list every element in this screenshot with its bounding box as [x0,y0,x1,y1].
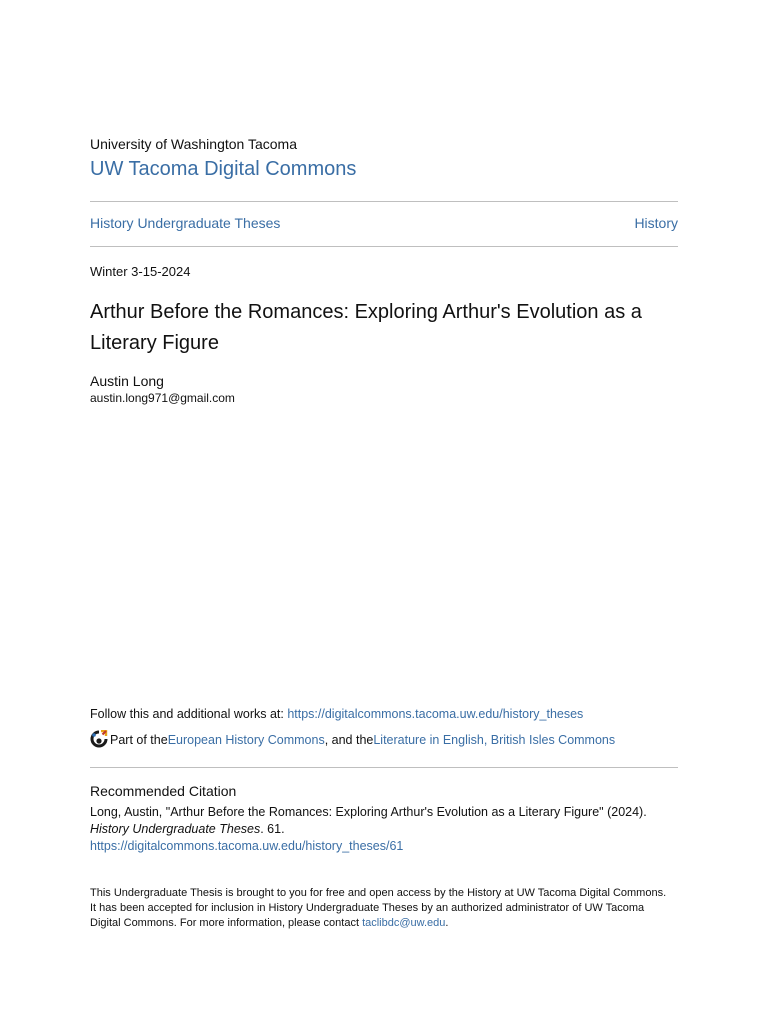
publication-date: Winter 3-15-2024 [90,264,191,279]
institution-name: University of Washington Tacoma [90,136,297,152]
cover-page [90,0,678,1024]
follow-url-link[interactable]: https://digitalcommons.tacoma.uw.edu/history_theses [287,707,584,721]
series-link[interactable]: History Undergraduate Theses [90,215,281,231]
divider-top [90,201,678,202]
follow-prefix: Follow this and additional works at: [90,707,288,721]
citation-line-1: Long, Austin, "Arthur Before the Romances: Exploring Arthur's Evolution as a Literary Figure" (2024). [90,805,647,819]
citation-block [90,804,678,855]
repository-link[interactable]: UW Tacoma Digital Commons [90,158,357,180]
part-of-joiner: , and the [324,733,374,747]
citation-heading: Recommended Citation [90,783,237,799]
contact-email-link[interactable]: taclibdc@uw.edu [362,917,446,929]
author-name: Austin Long [90,373,164,389]
paper-title: Arthur Before the Romances: Exploring Arthur's Evolution as a Literary Figure [90,301,642,354]
citation-url-link[interactable]: https://digitalcommons.tacoma.uw.edu/history_theses/61 [90,839,404,853]
part-of-prefix: Part of the [110,733,168,747]
department-link[interactable]: History [634,215,678,231]
access-statement-end: . [445,917,449,929]
citation-line-2 [90,821,678,838]
citation-number: . 61. [260,822,285,836]
follow-line [90,707,583,721]
access-statement-text: This Undergraduate Thesis is brought to you for free and open access by the History at UW Tacoma Digital Commons. It has been accepted for inclusion in History Undergraduate Theses by an authorized administrator of UW Tacoma Digital Commons. For more information, please contact [90,887,667,929]
divider-nav [90,246,678,247]
literature-commons-link[interactable]: Literature in English, British Isles Commons [373,733,616,747]
author-email: austin.long971@gmail.com [90,391,235,405]
digital-commons-network-icon [90,730,108,750]
divider-citation [90,767,678,768]
part-of-line [90,730,615,750]
citation-series: History Undergraduate Theses [90,822,261,836]
access-statement [90,886,670,931]
european-history-commons-link[interactable]: European History Commons [167,733,325,747]
